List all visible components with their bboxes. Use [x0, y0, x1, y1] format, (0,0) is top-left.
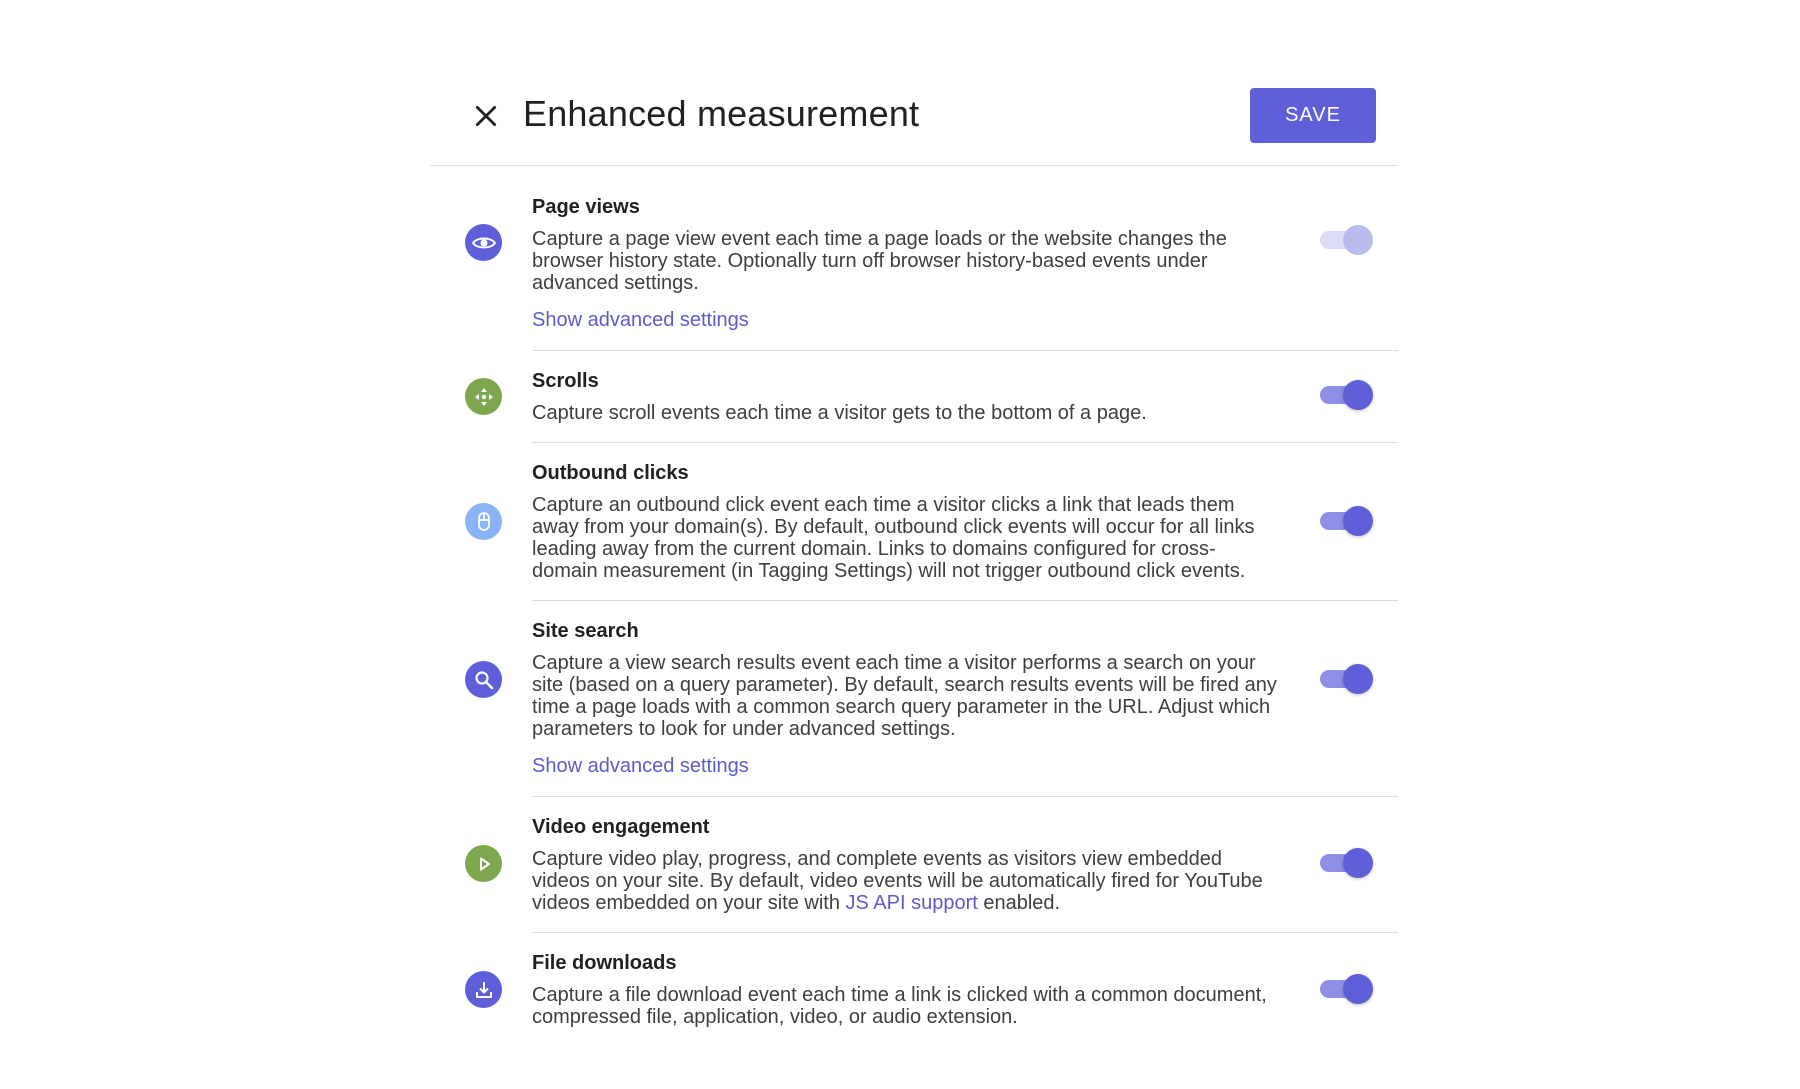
search-icon: [465, 661, 502, 698]
site-search-toggle[interactable]: [1318, 662, 1374, 692]
setting-description: Capture scroll events each time a visitor gets to the bottom of a page.: [532, 402, 1147, 424]
js-api-support-link[interactable]: JS API support: [845, 892, 978, 914]
setting-description: Capture a file download event each time a link is clicked with a common document, compressed file, application, video, or audio extension.: [532, 984, 1267, 1028]
toggle-knob: [1343, 506, 1373, 536]
setting-description: [532, 848, 1278, 914]
toggle-knob: [1343, 664, 1373, 694]
page-views-toggle[interactable]: [1318, 223, 1374, 253]
close-icon: [473, 103, 499, 129]
file-downloads-toggle[interactable]: [1318, 972, 1374, 1002]
page-title: Enhanced measurement: [523, 93, 920, 134]
setting-row-scrolls: [430, 351, 1398, 443]
show-advanced-settings-link[interactable]: Show advanced settings: [532, 309, 749, 331]
setting-row-video-engagement: [430, 797, 1398, 933]
video-engagement-toggle[interactable]: [1318, 846, 1374, 876]
panel-header: [430, 0, 1398, 166]
toggle-knob: [1343, 974, 1373, 1004]
setting-row-site-search: [430, 601, 1398, 797]
setting-title: Video engagement: [532, 816, 710, 838]
scrolls-toggle[interactable]: [1318, 378, 1374, 408]
eye-icon: [465, 224, 502, 261]
setting-title: Page views: [532, 196, 640, 218]
enhanced-measurement-panel: [430, 0, 1398, 1046]
setting-title: Scrolls: [532, 370, 599, 392]
download-icon: [465, 971, 502, 1008]
outbound-clicks-toggle[interactable]: [1318, 504, 1374, 534]
setting-title: Site search: [532, 620, 639, 642]
description-text: enabled.: [977, 892, 1061, 914]
play-icon: [465, 845, 502, 882]
setting-description: Capture a view search results event each time a visitor performs a search on your site (based on a query parameter). By default, search results events will be fired any time a page loads with a common search query parameter in the URL. Adjust which parameters to look for under advanced settings.: [532, 652, 1277, 740]
setting-row-outbound-clicks: [430, 443, 1398, 601]
scroll-arrows-icon: [465, 378, 502, 415]
toggle-knob: [1343, 225, 1373, 255]
setting-row-page-views: [430, 194, 1398, 351]
close-button[interactable]: [466, 96, 506, 136]
setting-title: File downloads: [532, 952, 677, 974]
setting-title: Outbound clicks: [532, 462, 689, 484]
setting-row-file-downloads: [430, 933, 1398, 1046]
toggle-knob: [1343, 380, 1373, 410]
save-button[interactable]: SAVE: [1250, 88, 1376, 143]
mouse-icon: [465, 503, 502, 540]
description-text: Capture video play, progress, and complete events as visitors view embedded videos on your site. By default, video events will be automatically fired for YouTube videos embedded on your site with: [532, 848, 1263, 914]
setting-description: Capture a page view event each time a page loads or the website changes the browser history state. Optionally turn off browser history-based events under advanced settings.: [532, 228, 1227, 294]
setting-description: Capture an outbound click event each time a visitor clicks a link that leads them away from your domain(s). By default, outbound click events will occur for all links leading away from the current domain. Links to domains configured for cross-domain measurement (in Tagging Settings) will not trigger outbound click events.: [532, 494, 1255, 582]
show-advanced-settings-link[interactable]: Show advanced settings: [532, 755, 749, 777]
toggle-knob: [1343, 848, 1373, 878]
